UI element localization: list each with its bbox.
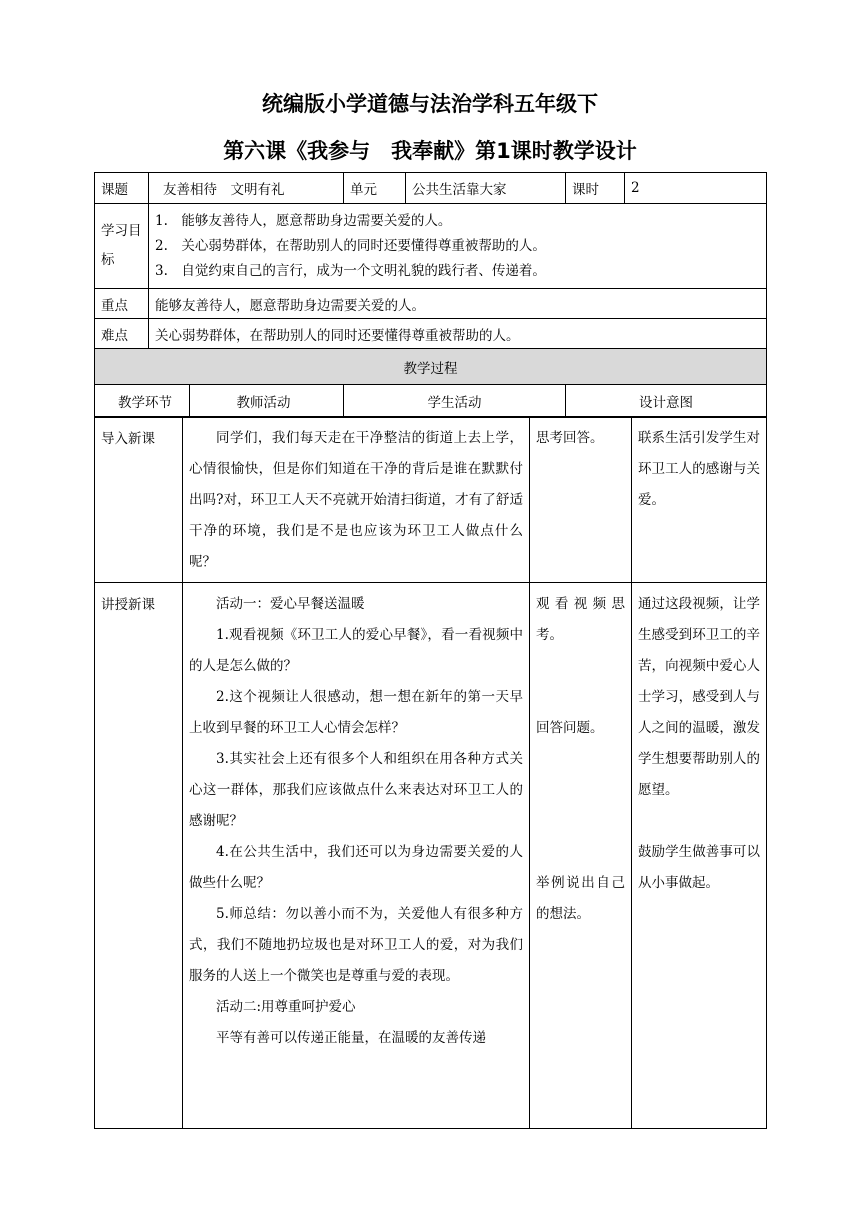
teacher-step: 平等有善可以传递正能量，在温暖的友善传递: [216, 1030, 486, 1046]
goal-item: 3. 自觉约束自己的言行，成为一个文明礼貌的践行者、传递着。: [155, 262, 546, 279]
column-header-row: [95, 385, 767, 418]
key-point-row: [95, 289, 767, 319]
process-header-row: [95, 349, 767, 385]
lecture-intent: [632, 583, 767, 1129]
info-row: [95, 173, 767, 204]
goals-list: [149, 204, 767, 289]
process-header: 教学过程: [95, 349, 767, 385]
hours-value: 2: [625, 173, 767, 204]
activity-title: 活动一：爱心早餐送温暖: [216, 596, 365, 612]
teacher-step: 2.这个视频让人很感动，想一想在新年的第一天早上收到早餐的环卫工人心情会怎样？: [189, 689, 523, 736]
teacher-step: 1.观看视频《环卫工人的爱心早餐》，看一看视频中的人是怎么做的？: [189, 627, 523, 674]
topic-label: 课题: [95, 173, 149, 204]
activity-title: 活动二:用尊重呵护爱心: [216, 999, 356, 1015]
goals-label: 学习目标: [95, 204, 149, 289]
document-subtitle: 第六课《我参与 我奉献》第1课时教学设计: [223, 139, 637, 163]
hours-label: 课时: [566, 173, 625, 204]
lesson-plan-table: [94, 172, 767, 418]
student-activity: 回答问题。: [536, 720, 604, 736]
document-title: 统编版小学道德与法治学科五年级下: [262, 92, 598, 116]
difficult-point-row: [95, 319, 767, 349]
lecture-stage: 讲授新课: [95, 583, 183, 1129]
student-activity: 举例说出自己的想法。: [536, 875, 625, 922]
topic-value: 友善相待 文明有礼: [149, 173, 344, 204]
student-activity: 观看视频思考。: [536, 596, 625, 643]
key-point-text: 能够友善待人，愿意帮助身边需要关爱的人。: [149, 289, 767, 319]
column-header-student: 学生活动: [344, 385, 566, 418]
lecture-student: [530, 583, 632, 1129]
difficult-point-text: 关心弱势群体，在帮助别人的同时还要懂得尊重被帮助的人。: [149, 319, 767, 349]
teacher-step: 3.其实社会上还有很多个人和组织在用各种方式关心这一群体，那我们应该做点什么来表达对环卫工人的感谢呢？: [189, 751, 523, 829]
intro-intent: 联系生活引发学生对环卫工人的感谢与关爱。: [632, 417, 767, 583]
design-intent: 通过这段视频，让学生感受到环卫工的辛苦，向视频中爱心人士学习，感受到人与人之间的温暖，激发学生想要帮助别人的愿望。: [638, 596, 760, 798]
lecture-teacher: [183, 583, 530, 1129]
lecture-row: [95, 583, 767, 1129]
intro-student: 思考回答。: [530, 417, 632, 583]
key-point-label: 重点: [95, 289, 149, 319]
process-table: [94, 416, 767, 1129]
goal-item: 1. 能够友善待人，愿意帮助身边需要关爱的人。: [155, 212, 452, 229]
goals-row: [95, 204, 767, 289]
intro-stage: 导入新课: [95, 417, 183, 583]
intro-row: [95, 417, 767, 583]
difficult-point-label: 难点: [95, 319, 149, 349]
intro-teacher: 同学们，我们每天走在干净整洁的街道上去上学，心情很愉快，但是你们知道在干净的背后是谁在默默付出吗?对，环卫工人天不亮就开始清扫街道，才有了舒适干净的环境，我们是不是也应该为环卫工人做点什么呢？: [183, 417, 530, 583]
teacher-step: 4.在公共生活中，我们还可以为身边需要关爱的人做些什么呢？: [189, 844, 523, 891]
unit-label: 单元: [344, 173, 406, 204]
teacher-step: 5.师总结：勿以善小而不为，关爱他人有很多种方式，我们不随地扔垃圾也是对环卫工人的爱，对为我们服务的人送上一个微笑也是尊重与爱的表现。: [189, 906, 523, 984]
column-header-stage: 教学环节 教师活动: [95, 385, 344, 418]
design-intent: 鼓励学生做善事可以从小事做起。: [638, 844, 760, 891]
unit-value: 公共生活靠大家: [406, 173, 566, 204]
column-header-intent: 设计意图: [566, 385, 767, 418]
goal-item: 2. 关心弱势群体，在帮助别人的同时还要懂得尊重被帮助的人。: [155, 237, 546, 254]
